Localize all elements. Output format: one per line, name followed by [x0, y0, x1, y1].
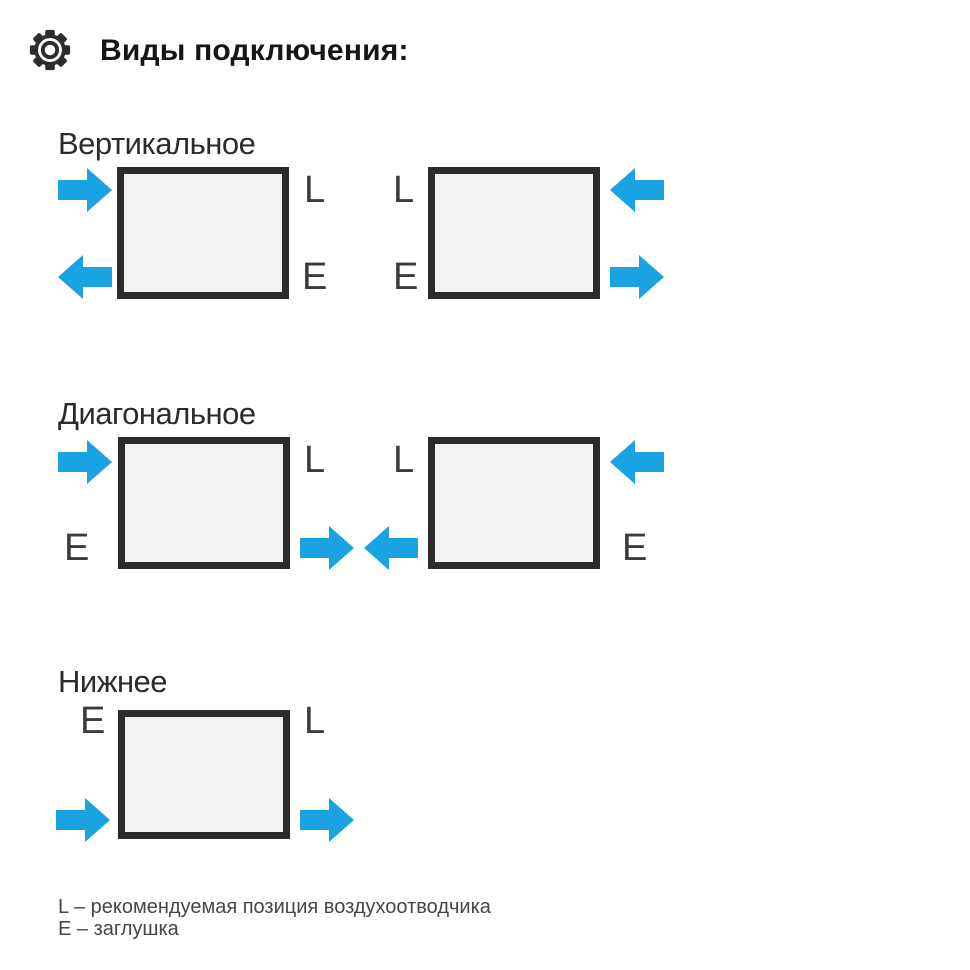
- port-label-e: E: [393, 256, 418, 298]
- port-label-e: E: [64, 527, 89, 569]
- legend-line-e: E – заглушка: [58, 918, 179, 940]
- port-label-e: E: [622, 527, 647, 569]
- legend: [58, 896, 491, 940]
- port-label-l: L: [304, 700, 325, 742]
- section-title-vertical: Вертикальное: [58, 126, 256, 161]
- section-title-bottom: Нижнее: [58, 664, 168, 699]
- outlet-arrow-right-icon: [300, 798, 354, 842]
- page-title: Виды подключения:: [100, 34, 409, 67]
- section-title-diagonal: Диагональное: [58, 396, 256, 431]
- radiator-box: [118, 710, 290, 839]
- legend-line-l: L – рекомендуемая позиция воздухоотводчика: [58, 896, 491, 918]
- port-label-l: L: [304, 169, 325, 211]
- port-label-l: L: [393, 439, 414, 481]
- port-label-e: E: [80, 700, 105, 742]
- port-label-e: E: [302, 256, 327, 298]
- port-label-l: L: [304, 439, 325, 481]
- port-label-l: L: [393, 169, 414, 211]
- inlet-arrow-right-icon: [56, 798, 110, 842]
